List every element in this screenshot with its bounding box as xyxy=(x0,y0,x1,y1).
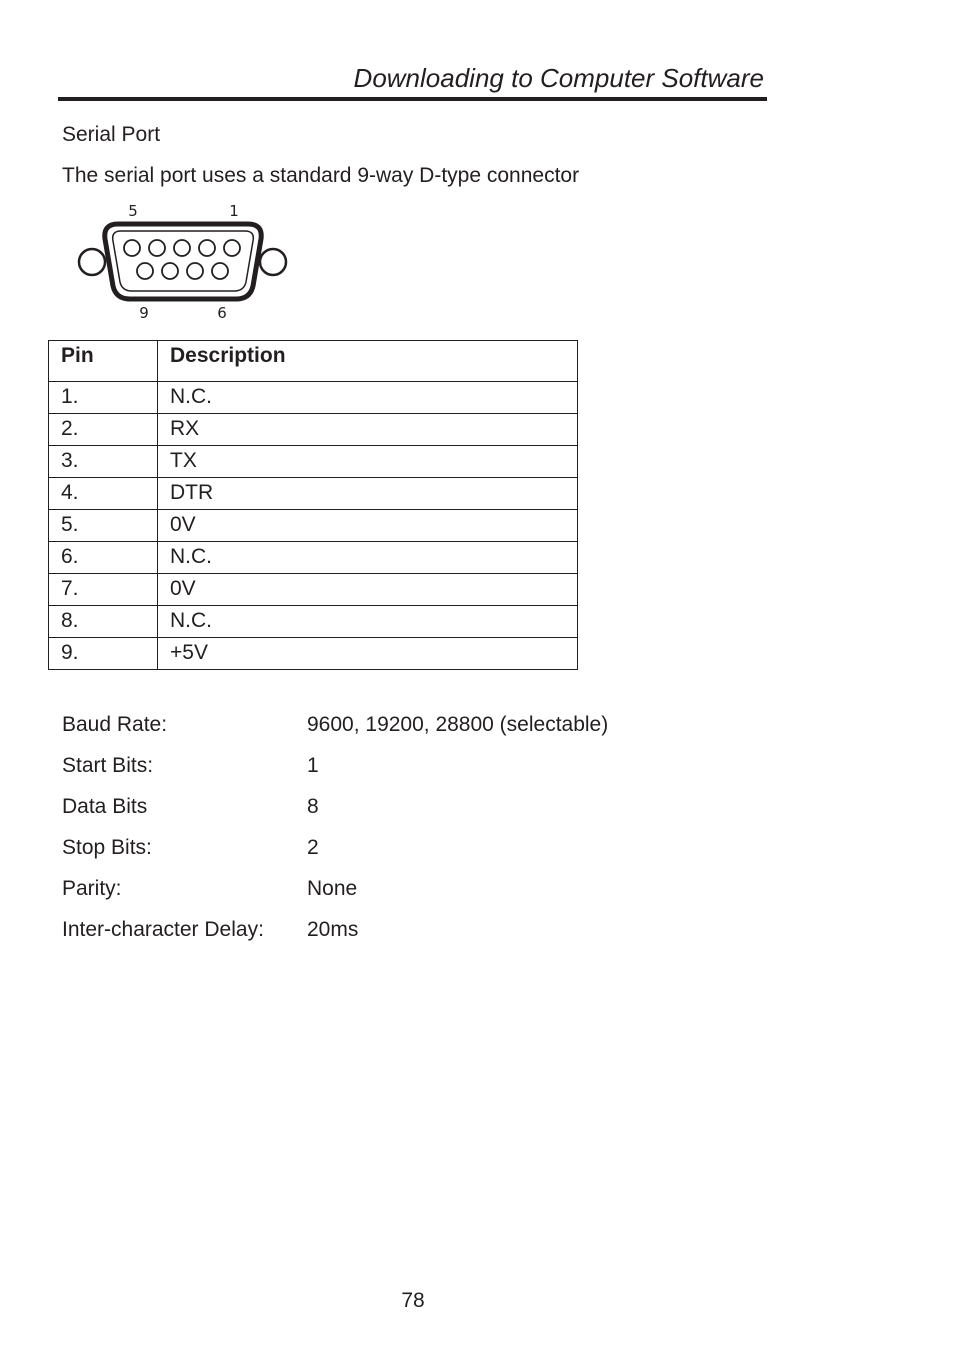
pin-number-cell: 9. xyxy=(49,638,158,670)
setting-label: Baud Rate: xyxy=(62,713,168,736)
pin-hole xyxy=(212,263,228,279)
table-row xyxy=(49,510,578,542)
pin-description-cell: 0V xyxy=(158,510,578,542)
pin-number-cell: 3. xyxy=(49,446,158,478)
connector-label-6: 6 xyxy=(217,304,227,322)
pin-number-cell: 8. xyxy=(49,606,158,638)
pin-hole xyxy=(187,263,203,279)
setting-row-parity xyxy=(62,877,608,918)
section-title: Serial Port xyxy=(62,123,161,146)
setting-row-start-bits xyxy=(62,754,608,795)
table-row xyxy=(49,446,578,478)
setting-label: Parity: xyxy=(62,877,122,900)
connector-shell-outer xyxy=(105,224,261,299)
pin-description-cell: +5V xyxy=(158,638,578,670)
setting-value: 9600, 19200, 28800 (selectable) xyxy=(307,713,609,736)
connector-label-5: 5 xyxy=(128,202,138,220)
mounting-hole-left xyxy=(79,249,105,275)
pin-number-cell: 7. xyxy=(49,574,158,606)
table-header-row xyxy=(49,341,578,382)
table-row xyxy=(49,638,578,670)
table-row xyxy=(49,606,578,638)
db9-connector-diagram xyxy=(74,198,290,324)
column-header-description: Description xyxy=(158,341,578,382)
setting-row-stop-bits xyxy=(62,836,608,877)
page-header-title: Downloading to Computer Software xyxy=(353,63,764,93)
setting-label: Data Bits xyxy=(62,795,148,818)
page-number: 78 xyxy=(401,1289,425,1312)
serial-settings-list xyxy=(62,713,608,959)
pin-number-cell: 1. xyxy=(49,382,158,414)
pin-description-cell: TX xyxy=(158,446,578,478)
table-row xyxy=(49,382,578,414)
table-row xyxy=(49,478,578,510)
setting-value: 1 xyxy=(307,754,319,777)
pin-hole xyxy=(224,240,240,256)
pin-description-cell: RX xyxy=(158,414,578,446)
pin-number-cell: 6. xyxy=(49,542,158,574)
setting-label: Stop Bits: xyxy=(62,836,152,859)
pin-hole xyxy=(174,240,190,256)
setting-row-data-bits xyxy=(62,795,608,836)
pin-description-cell: DTR xyxy=(158,478,578,510)
pin-hole xyxy=(124,240,140,256)
table-row xyxy=(49,574,578,606)
header-rule xyxy=(58,97,767,101)
pin-number-cell: 2. xyxy=(49,414,158,446)
pin-hole xyxy=(149,240,165,256)
pin-number-cell: 5. xyxy=(49,510,158,542)
setting-label: Start Bits: xyxy=(62,754,154,777)
pin-description-cell: N.C. xyxy=(158,606,578,638)
pin-hole xyxy=(199,240,215,256)
table-row xyxy=(49,414,578,446)
table-row xyxy=(49,542,578,574)
setting-value: None xyxy=(307,877,358,900)
intro-text: The serial port uses a standard 9-way D-type connector xyxy=(62,164,580,187)
pin-description-cell: N.C. xyxy=(158,542,578,574)
column-header-pin: Pin xyxy=(49,341,158,382)
setting-label: Inter-character Delay: xyxy=(62,918,264,941)
pin-hole xyxy=(162,263,178,279)
pin-description-table xyxy=(48,340,578,670)
pin-hole xyxy=(137,263,153,279)
setting-value: 8 xyxy=(307,795,319,818)
connector-label-1: 1 xyxy=(229,202,239,220)
mounting-hole-right xyxy=(260,249,286,275)
setting-row-inter-character-delay xyxy=(62,918,608,959)
connector-label-9: 9 xyxy=(139,304,149,322)
setting-value: 20ms xyxy=(307,918,359,941)
pin-description-cell: 0V xyxy=(158,574,578,606)
pin-description-cell: N.C. xyxy=(158,382,578,414)
setting-row-baud-rate xyxy=(62,713,608,754)
pin-number-cell: 4. xyxy=(49,478,158,510)
setting-value: 2 xyxy=(307,836,319,859)
